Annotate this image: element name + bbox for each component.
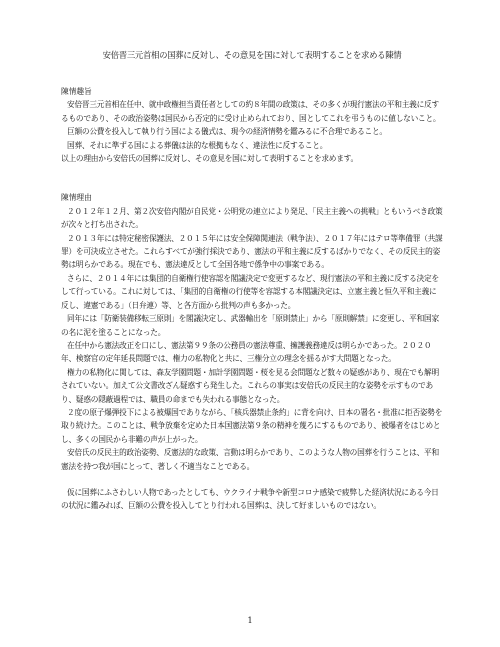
paragraph: ２０１２年１２月、第２次安倍内閣が自民党・公明党の連立により発足、「民主主義への挑戦」ともいうべき政策が次々と打ち出された。: [61, 206, 443, 230]
paragraph: 安倍晋三元首相在任中、就中政権担当責任者としての約８年間の政策は、その多くが現行憲法の平和主義に反するものであり、その政治姿勢は国民から否定的に受け止められており、国としてこれを弔うものに値しないこと。: [61, 100, 441, 123]
section-heading-purpose: 陳情趣旨: [61, 87, 92, 96]
page-number: 1: [247, 616, 253, 625]
paragraph: 安倍氏の反民主的政治姿勢、反憲法的な政策、言動は明らかであり、このような人物の国葬を行うことは、平和憲法を持つ我が国にとって、著しく不適当なことである。: [61, 448, 439, 471]
paragraph: 同年には「防衛装備移転三原則」を閣議決定し、武器輸出を「原則禁止」から「原則解禁」に変更し、平和国家の名に泥を塗ることになった。: [61, 314, 439, 337]
document-title: 安倍晋三元首相の国葬に反対し、その意見を国に対して表明することを求める陳情: [102, 50, 402, 60]
paragraph: 巨額の公費を投入して執り行う国による儀式は、現今の経済情勢を鑑みるに不合理であること。: [67, 127, 387, 137]
petition-purpose-section: [61, 85, 443, 165]
section-heading-reason: 陳情理由: [61, 193, 92, 203]
closing-paragraph: 仮に国葬にふさわしい人物であったとしても、ウクライナ戦争や新型コロナ感染で疲弊した経済状況にある今日の状況に鑑みれば、巨額の公費を投入してとり行われる国葬は、決して好ましいものではない。: [61, 487, 439, 511]
paragraph: さらに、２０１４年には集団的自衛権行使容認を閣議決定で変更するなど、現行憲法の平和主義に反する決定をして行っている。これに対しては、「集団的自衛権の行使等を容認する本閣議決定は、立憲主義と恒久平和主義に反し、違憲である」（日弁連）等、と各方面から批判の声も多かった。: [61, 273, 439, 310]
petition-reason-section: [61, 191, 443, 512]
paragraph: ２０１３年には特定秘密保護法、２０１５年には安全保障関連法（戦争法）、２０１７年にはテロ等準備罪（共謀罪）を可決成立させた。これらすべてが強行採決であり、憲法の平和主義に反するばかりでなく、その反民主的姿勢は明らかである。現在でも、憲法違反として全国各地で係争中の事案である。: [61, 233, 443, 270]
paragraph: ２度の原子爆弾投下による被爆国でありながら、「核兵器禁止条約」に背を向け、日本の署名・批准に拒否姿勢を取り続けた。このことは、戦争放棄を定めた日本国憲法第９条の精神を蔑ろにするものであり、被爆者をはじめとし、多くの国民から非難の声が上がった。: [61, 407, 443, 444]
paragraph: 在任中から憲法改正を口にし、憲法第９９条の公務員の憲法尊重、擁護義務違反は明らかであった。２０２０年、検察官の定年延長問題では、権力の私物化と共に、三権分立の理念を揺るがす大問題となった。: [61, 340, 432, 364]
paragraph: 国葬、それに準ずる国による葬儀は法的な根拠もなく、違法性に反すること。: [67, 140, 328, 150]
paragraph: 権力の私物化に関しては、森友学園問題・加計学園問題・桜を見る会問題など数々の疑惑があり、現在でも解明されていない。加えて公文書改ざん疑惑すら発生した。これらの事実は安倍氏の反民主的な姿勢を示すものであり、疑惑の隠蔽過程では、職員の命までも失われる事態となった。: [61, 367, 439, 404]
paragraph: 以上の理由から安倍氏の国葬に反対し、その意見を国に対して表明することを求めます。: [61, 154, 358, 164]
